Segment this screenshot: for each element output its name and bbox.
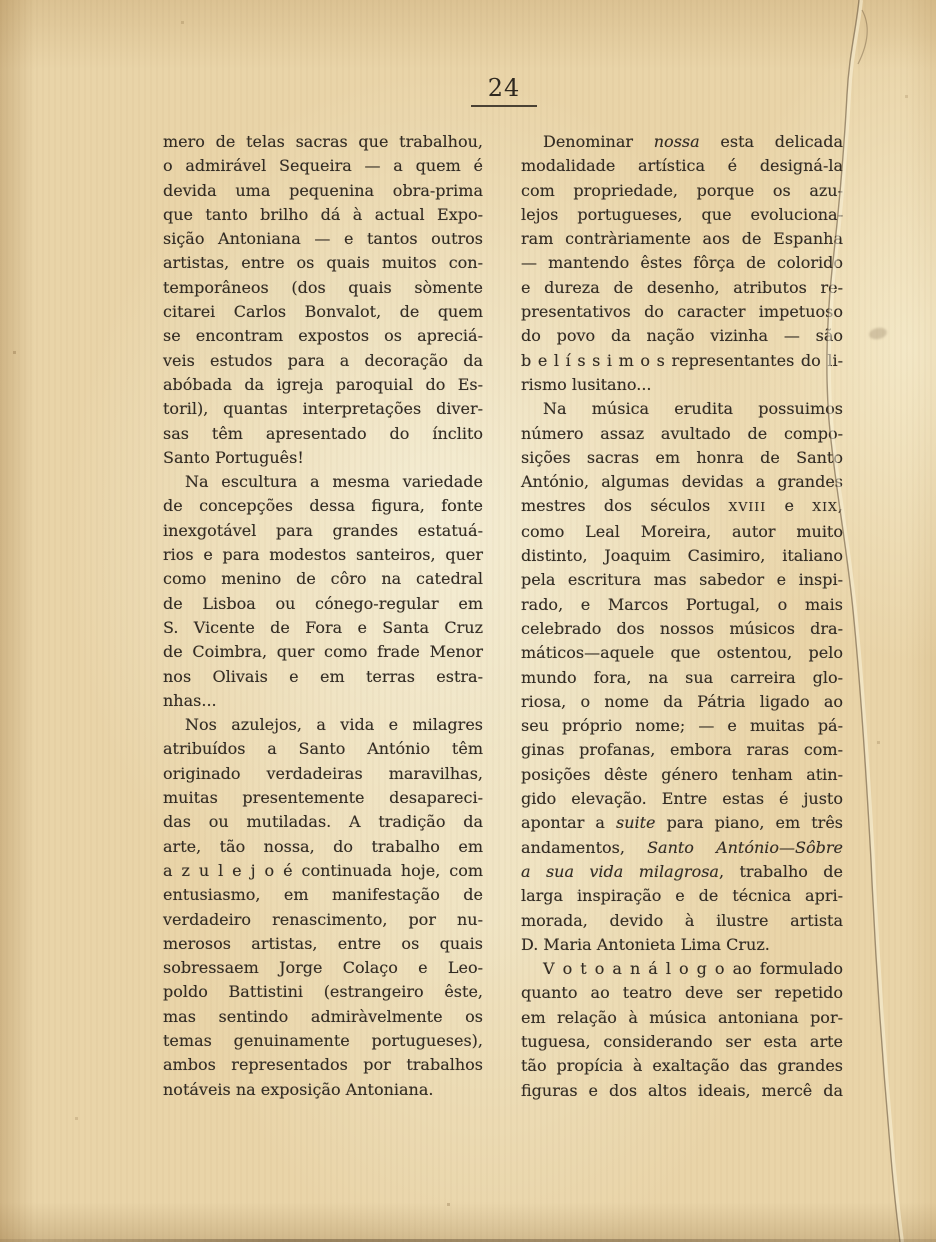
- text-line: tuguesa, considerando ser esta arte: [521, 1031, 843, 1051]
- text-line: Santo Português!: [163, 447, 304, 467]
- paper-specks: [0, 0, 1, 1]
- text-line: toril), quantas interpretações diver-: [163, 399, 483, 419]
- text-line: temporâneos (dos quais sòmente: [163, 277, 483, 297]
- text-line: de concepções dessa figura, fonte: [163, 496, 483, 516]
- text-line: larga inspiração e de técnica apri-: [521, 886, 843, 906]
- text-line: nos Olivais e em terras estra-: [163, 666, 483, 686]
- text-line: andamentos, Santo António—Sôbre: [521, 837, 843, 857]
- page-header: [440, 76, 568, 107]
- text-line: de Lisboa ou cónego-regular em: [163, 593, 483, 613]
- text-line: nhas...: [163, 690, 217, 710]
- paragraph: [521, 397, 843, 957]
- text-line: inexgotável para grandes estatuá-: [163, 520, 483, 540]
- text-line: verdadeiro renascimento, por nu-: [163, 909, 483, 929]
- paragraph: [163, 470, 483, 713]
- text-line: riosa, o nome da Pátria ligado ao: [521, 691, 843, 711]
- text-line: se encontram expostos os apreciá-: [163, 326, 483, 346]
- text-line: e dureza de desenho, atributos re-: [521, 277, 843, 297]
- text-line: presentativos do caracter impetuoso: [521, 302, 843, 322]
- text-line: a z u l e j o é continuada hoje, com: [163, 860, 483, 880]
- text-line: mestres dos séculos XVIII e XIX,: [521, 496, 844, 516]
- text-line: atribuídos a Santo António têm: [163, 739, 483, 759]
- text-line: posições dêste género tenham atin-: [521, 764, 843, 784]
- text-line: morada, devido à ilustre artista: [521, 910, 843, 930]
- paragraph: [521, 130, 843, 397]
- text-line: V o t o a n á l o g o ao formulado: [543, 959, 843, 979]
- text-line: tão propícia à exaltação das grandes: [521, 1056, 843, 1076]
- text-line: gido elevação. Entre estas é justo: [521, 789, 843, 809]
- text-line: Denominar nossa esta delicada: [543, 132, 843, 151]
- text-line: rado, e Marcos Portugal, o mais: [521, 594, 843, 614]
- text-line: Na escultura a mesma variedade: [185, 472, 483, 492]
- text-column-left: [163, 130, 483, 1102]
- text-line: artistas, entre os quais muitos con-: [163, 253, 483, 273]
- text-line: entusiasmo, em manifestação de: [163, 885, 483, 905]
- text-line: S. Vicente de Fora e Santa Cruz: [163, 617, 483, 637]
- text-line: o admirável Sequeira — a quem é: [163, 156, 483, 176]
- text-line: lejos portugueses, que evoluciona-: [521, 204, 843, 224]
- text-column-right: [521, 130, 843, 1103]
- text-line: do povo da nação vizinha — são: [521, 326, 843, 346]
- text-line: mundo fora, na sua carreira glo-: [521, 667, 843, 687]
- text-line: que tanto brilho dá à actual Expo-: [163, 204, 483, 224]
- text-line: rismo lusitano...: [521, 374, 652, 394]
- text-line: b e l í s s i m o s representantes do li-: [521, 350, 843, 370]
- text-line: a sua vida milagrosa, trabalho de: [521, 861, 843, 881]
- text-line: número assaz avultado de compo-: [521, 423, 843, 443]
- text-line: sição Antoniana — e tantos outros: [163, 229, 483, 249]
- text-line: temas genuinamente portugueses),: [163, 1030, 483, 1050]
- text-line: rios e para modestos santeiros, quer: [163, 545, 483, 565]
- text-line: mero de telas sacras que trabalhou,: [163, 132, 483, 151]
- text-line: veis estudos para a decoração da: [163, 350, 483, 370]
- text-line: como menino de côro na catedral: [163, 569, 483, 589]
- text-line: Nos azulejos, a vida e milagres: [185, 715, 483, 735]
- text-line: — mantendo êstes fôrça de colorido: [521, 253, 843, 273]
- text-line: das ou mutiladas. A tradição da: [163, 812, 483, 832]
- text-line: poldo Battistini (estrangeiro êste,: [163, 982, 483, 1002]
- text-line: de Coimbra, quer como frade Menor: [163, 642, 483, 662]
- page-number-rule: [471, 105, 537, 107]
- paragraph: [163, 713, 483, 1102]
- text-line: António, algumas devidas a grandes: [521, 472, 843, 492]
- text-line: ram contràriamente aos de Espanha: [521, 229, 843, 249]
- text-line: modalidade artística é designá-la: [521, 156, 843, 176]
- paragraph: [163, 130, 483, 470]
- text-line: mas sentindo admiràvelmente os: [163, 1006, 483, 1026]
- text-line: quanto ao teatro deve ser repetido: [521, 983, 843, 1003]
- text-line: apontar a suite para piano, em três: [521, 813, 844, 833]
- text-line: máticos—aquele que ostentou, pelo: [521, 643, 843, 663]
- text-line: distinto, Joaquim Casimiro, italiano: [521, 546, 843, 566]
- text-line: com propriedade, porque os azu-: [521, 180, 843, 200]
- text-line: figuras e dos altos ideais, mercê da: [521, 1080, 843, 1100]
- text-line: merosos artistas, entre os quais: [163, 933, 483, 953]
- text-line: pela escritura mas sabedor e inspi-: [521, 570, 843, 590]
- text-line: arte, tão nossa, do trabalho em: [163, 836, 483, 856]
- text-line: sobressaem Jorge Colaço e Leo-: [163, 958, 483, 978]
- text-line: ambos representados por trabalhos: [163, 1055, 483, 1075]
- text-line: Na música erudita possuimos: [543, 399, 843, 419]
- text-line: muitas presentemente desapareci-: [163, 788, 483, 808]
- ink-smudge: [868, 326, 888, 341]
- text-line: em relação à música antoniana por-: [521, 1007, 843, 1027]
- text-line: sições sacras em honra de Santo: [521, 447, 843, 467]
- text-line: notáveis na exposição Antoniana.: [163, 1079, 434, 1099]
- text-line: como Leal Moreira, autor muito: [521, 521, 843, 541]
- text-line: citarei Carlos Bonvalot, de quem: [163, 302, 483, 322]
- text-line: ginas profanas, embora raras com-: [521, 740, 843, 760]
- paragraph: [521, 957, 843, 1103]
- text-line: D. Maria Antonieta Lima Cruz.: [521, 934, 770, 954]
- page-number: 24: [487, 74, 521, 102]
- text-line: originado verdadeiras maravilhas,: [163, 763, 483, 783]
- text-line: celebrado dos nossos músicos dra-: [521, 618, 843, 638]
- text-line: devida uma pequenina obra-prima: [163, 180, 483, 200]
- text-line: abóbada da igreja paroquial do Es-: [163, 374, 483, 394]
- text-line: seu próprio nome; — e muitas pá-: [521, 716, 843, 736]
- text-line: sas têm apresentado do ínclito: [163, 423, 483, 443]
